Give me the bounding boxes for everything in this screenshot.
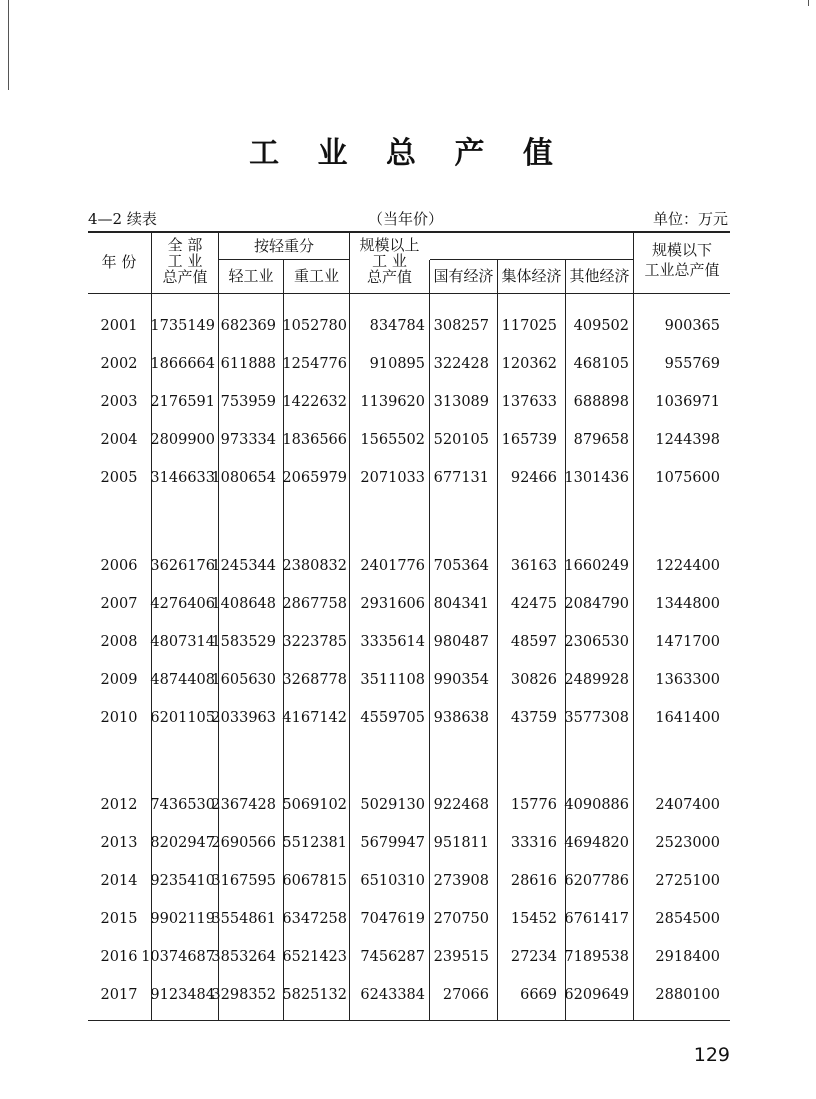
row-value: 3626176 <box>150 558 215 574</box>
row-value: 1422632 <box>282 394 347 410</box>
header-total-line2: 工 业 <box>167 252 203 270</box>
row-value: 92466 <box>510 470 557 486</box>
row-value: 520105 <box>433 432 489 448</box>
row-value: 973334 <box>220 432 276 448</box>
header-by-light-heavy: 按轻重分 <box>253 237 314 255</box>
row-year: 2017 <box>100 987 138 1003</box>
row-value: 879658 <box>573 432 629 448</box>
row-value: 3146633 <box>150 470 215 486</box>
row-value: 1245344 <box>211 558 276 574</box>
row-value: 3511108 <box>360 672 425 688</box>
row-value: 6207786 <box>564 873 629 889</box>
row-value: 6347258 <box>282 911 347 927</box>
unit-label: 单位：万元 <box>652 210 728 228</box>
row-value: 1052780 <box>282 318 347 334</box>
header-above-scale-line2: 工 业 <box>372 252 407 270</box>
row-value: 1408648 <box>211 596 276 612</box>
row-value: 6067815 <box>282 873 347 889</box>
header-below-scale-line2: 工业总产值 <box>644 261 720 279</box>
price-basis: （当年价） <box>368 210 444 228</box>
row-value: 677131 <box>433 470 489 486</box>
table-row <box>88 835 730 855</box>
row-value: 2489928 <box>564 672 629 688</box>
row-value: 2084790 <box>564 596 629 612</box>
row-value: 7189538 <box>564 949 629 965</box>
table-row <box>88 432 730 452</box>
row-value: 1641400 <box>655 710 720 726</box>
row-value: 409502 <box>573 318 629 334</box>
row-value: 273908 <box>433 873 489 889</box>
row-value: 27066 <box>442 987 489 1003</box>
row-value: 6510310 <box>360 873 425 889</box>
table-row <box>88 797 730 817</box>
row-value: 5825132 <box>282 987 347 1003</box>
row-year: 2016 <box>100 949 138 965</box>
row-value: 28616 <box>510 873 557 889</box>
row-value: 313089 <box>433 394 489 410</box>
table-number: 4—2 续表 <box>88 210 157 228</box>
page-frame-right <box>808 0 809 6</box>
row-value: 2809900 <box>150 432 215 448</box>
row-value: 834784 <box>369 318 425 334</box>
row-value: 753959 <box>220 394 276 410</box>
row-value: 2854500 <box>655 911 720 927</box>
row-year: 2004 <box>100 432 138 448</box>
row-value: 9123484 <box>150 987 215 1003</box>
row-value: 2918400 <box>655 949 720 965</box>
row-value: 117025 <box>501 318 557 334</box>
row-value: 3853264 <box>211 949 276 965</box>
page-title: 工 业 总 产 值 <box>249 136 567 171</box>
row-value: 2306530 <box>564 634 629 650</box>
table-row <box>88 558 730 578</box>
row-value: 6669 <box>520 987 557 1003</box>
row-value: 9902119 <box>150 911 215 927</box>
row-year: 2002 <box>100 356 138 372</box>
row-value: 9235410 <box>150 873 215 889</box>
row-value: 468105 <box>573 356 629 372</box>
row-value: 3335614 <box>360 634 425 650</box>
row-value: 6201105 <box>150 710 215 726</box>
row-value: 120362 <box>501 356 557 372</box>
row-value: 1139620 <box>360 394 425 410</box>
row-value: 1565502 <box>360 432 425 448</box>
header-collective: 集体经济 <box>501 267 562 285</box>
row-value: 4874408 <box>150 672 215 688</box>
header-heavy: 重工业 <box>293 267 339 285</box>
row-value: 270750 <box>433 911 489 927</box>
row-value: 1735149 <box>150 318 215 334</box>
row-value: 1363300 <box>655 672 720 688</box>
row-value: 1836566 <box>282 432 347 448</box>
header-state-owned: 国有经济 <box>433 267 494 285</box>
row-year: 2005 <box>100 470 138 486</box>
row-value: 1660249 <box>564 558 629 574</box>
row-year: 2001 <box>100 318 138 334</box>
col-divider <box>633 232 634 1021</box>
row-year: 2012 <box>100 797 138 813</box>
row-value: 2407400 <box>655 797 720 813</box>
row-year: 2003 <box>100 394 138 410</box>
row-value: 1036971 <box>655 394 720 410</box>
col-divider <box>218 232 219 1021</box>
row-value: 682369 <box>220 318 276 334</box>
row-value: 2065979 <box>282 470 347 486</box>
row-year: 2006 <box>100 558 138 574</box>
row-value: 27234 <box>510 949 557 965</box>
row-value: 611888 <box>220 356 276 372</box>
row-value: 48597 <box>510 634 557 650</box>
row-value: 1583529 <box>211 634 276 650</box>
row-value: 910895 <box>369 356 425 372</box>
row-value: 5069102 <box>282 797 347 813</box>
row-value: 5679947 <box>360 835 425 851</box>
row-value: 15776 <box>510 797 557 813</box>
row-value: 4559705 <box>360 710 425 726</box>
row-value: 239515 <box>433 949 489 965</box>
row-value: 1254776 <box>282 356 347 372</box>
table-row <box>88 634 730 654</box>
row-value: 7436530 <box>150 797 215 813</box>
row-value: 3554861 <box>211 911 276 927</box>
table-row <box>88 873 730 893</box>
col-divider <box>349 232 350 1021</box>
row-year: 2009 <box>100 672 138 688</box>
row-value: 3577308 <box>564 710 629 726</box>
row-year: 2013 <box>100 835 138 851</box>
row-value: 2725100 <box>655 873 720 889</box>
row-value: 4694820 <box>564 835 629 851</box>
row-year: 2008 <box>100 634 138 650</box>
row-value: 6243384 <box>360 987 425 1003</box>
header-above-scale-line3: 总产值 <box>366 268 412 286</box>
row-value: 165739 <box>501 432 557 448</box>
row-value: 1080654 <box>211 470 276 486</box>
row-value: 2523000 <box>655 835 720 851</box>
header-total-line1: 全 部 <box>167 236 203 254</box>
row-value: 1244398 <box>655 432 720 448</box>
row-year: 2007 <box>100 596 138 612</box>
ownership-underline <box>430 259 633 260</box>
row-value: 3223785 <box>282 634 347 650</box>
row-value: 2401776 <box>360 558 425 574</box>
row-value: 2931606 <box>360 596 425 612</box>
header-year: 年 份 <box>101 253 137 271</box>
row-value: 1605630 <box>211 672 276 688</box>
row-value: 42475 <box>510 596 557 612</box>
row-value: 2176591 <box>150 394 215 410</box>
table-row <box>88 318 730 338</box>
row-value: 6521423 <box>282 949 347 965</box>
table-row <box>88 394 730 414</box>
col-divider <box>151 232 152 1021</box>
row-value: 1344800 <box>655 596 720 612</box>
row-value: 990354 <box>433 672 489 688</box>
row-value: 308257 <box>433 318 489 334</box>
row-value: 6209649 <box>564 987 629 1003</box>
row-value: 2867758 <box>282 596 347 612</box>
row-value: 955769 <box>664 356 720 372</box>
header-above-scale: 规模以上 <box>359 236 420 254</box>
row-value: 2071033 <box>360 470 425 486</box>
row-value: 10374687 <box>141 949 215 965</box>
row-year: 2015 <box>100 911 138 927</box>
row-value: 2033963 <box>211 710 276 726</box>
row-value: 43759 <box>510 710 557 726</box>
table-row <box>88 949 730 969</box>
table-row <box>88 672 730 692</box>
row-value: 4090886 <box>564 797 629 813</box>
row-value: 4807314 <box>150 634 215 650</box>
row-value: 2367428 <box>211 797 276 813</box>
table-row <box>88 470 730 490</box>
row-value: 1301436 <box>564 470 629 486</box>
row-value: 322428 <box>433 356 489 372</box>
row-value: 33316 <box>510 835 557 851</box>
row-year: 2010 <box>100 710 138 726</box>
row-value: 980487 <box>433 634 489 650</box>
table-row <box>88 710 730 730</box>
row-value: 8202947 <box>150 835 215 851</box>
table-row <box>88 596 730 616</box>
light-heavy-underline <box>219 259 349 260</box>
row-value: 804341 <box>433 596 489 612</box>
table-row <box>88 987 730 1007</box>
row-value: 7047619 <box>360 911 425 927</box>
row-value: 4167142 <box>282 710 347 726</box>
row-value: 3167595 <box>211 873 276 889</box>
row-value: 6761417 <box>564 911 629 927</box>
row-value: 2880100 <box>655 987 720 1003</box>
row-value: 137633 <box>501 394 557 410</box>
row-value: 951811 <box>433 835 489 851</box>
row-value: 7456287 <box>360 949 425 965</box>
row-value: 688898 <box>573 394 629 410</box>
row-value: 922468 <box>433 797 489 813</box>
row-value: 1075600 <box>655 470 720 486</box>
page-number: 129 <box>693 1044 730 1066</box>
row-value: 1471700 <box>655 634 720 650</box>
row-value: 15452 <box>510 911 557 927</box>
row-value: 4276406 <box>150 596 215 612</box>
header-total-line3: 总产值 <box>162 268 208 286</box>
row-value: 900365 <box>664 318 720 334</box>
row-value: 30826 <box>510 672 557 688</box>
row-value: 36163 <box>510 558 557 574</box>
table-row <box>88 911 730 931</box>
row-value: 3298352 <box>211 987 276 1003</box>
row-value: 2690566 <box>211 835 276 851</box>
page-frame-left <box>8 0 9 90</box>
row-value: 2380832 <box>282 558 347 574</box>
row-value: 938638 <box>433 710 489 726</box>
header-light: 轻工业 <box>228 267 274 285</box>
header-other: 其他经济 <box>569 267 630 285</box>
table-row <box>88 356 730 376</box>
row-value: 5029130 <box>360 797 425 813</box>
row-value: 5512381 <box>282 835 347 851</box>
row-year: 2014 <box>100 873 138 889</box>
row-value: 1224400 <box>655 558 720 574</box>
row-value: 3268778 <box>282 672 347 688</box>
header-below-scale-line1: 规模以下 <box>651 241 712 259</box>
row-value: 705364 <box>433 558 489 574</box>
row-value: 1866664 <box>150 356 215 372</box>
